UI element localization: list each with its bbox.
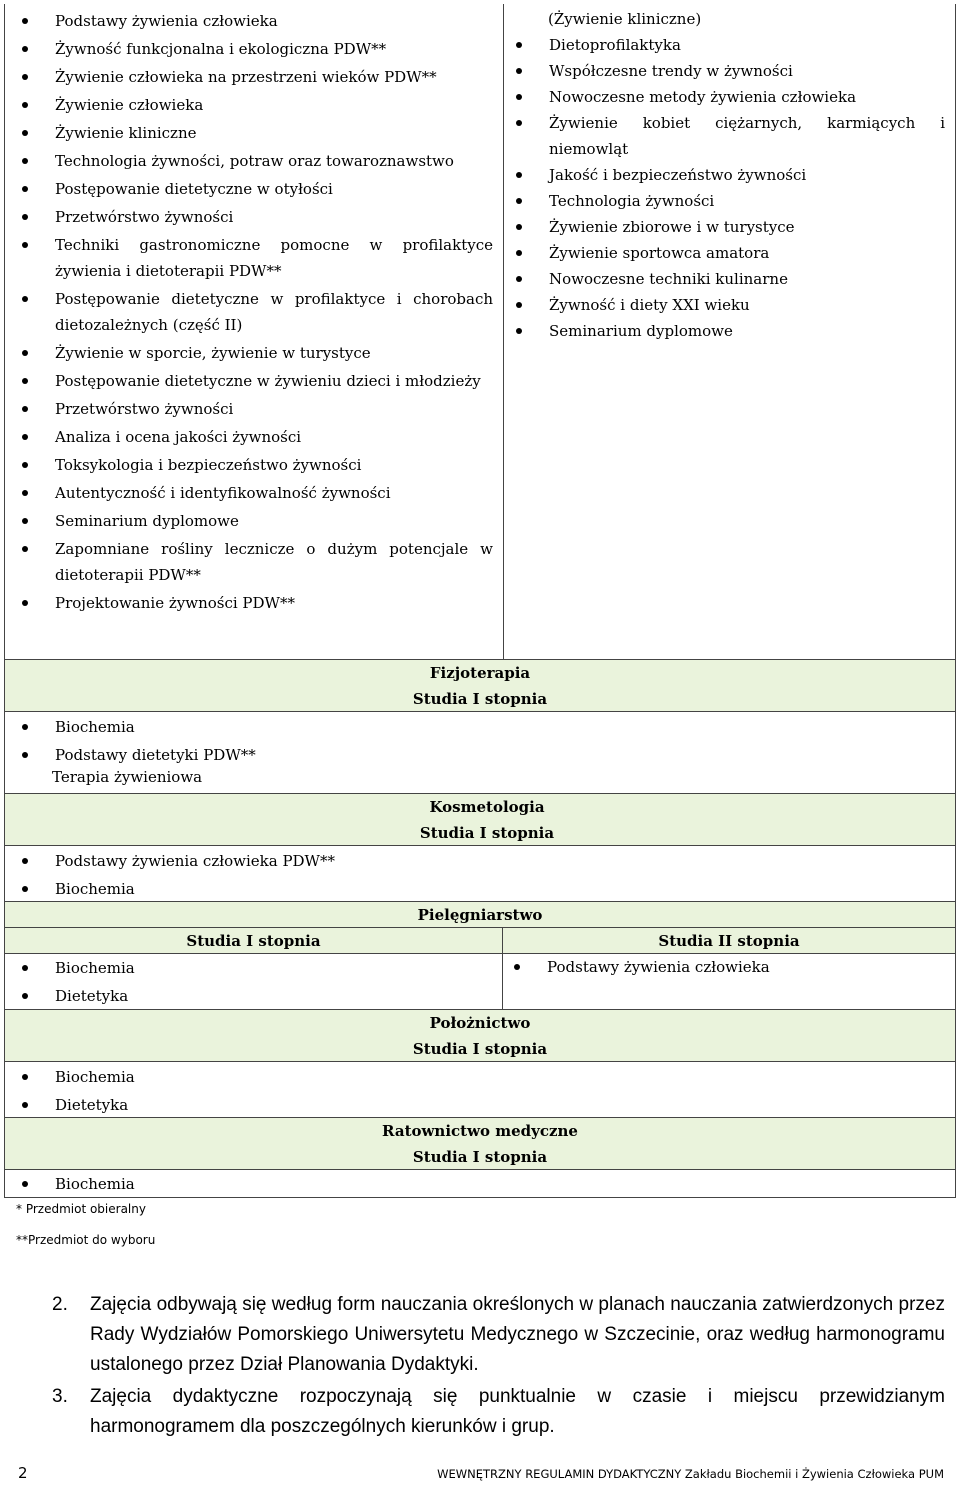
list-item: Autentyczność i identyfikowalność żywności [18, 480, 493, 506]
list-item: Dietetyka [18, 1092, 955, 1118]
section-level: Studia I stopnia [419, 824, 555, 842]
list-item: Współczesne trendy w żywności [512, 58, 945, 84]
pielegniarstwo-list-2 [510, 954, 955, 980]
section-title: Ratownictwo medyczne [382, 1122, 578, 1140]
paragraph-number: 3. [52, 1386, 68, 1407]
pielegniarstwo-header [4, 902, 956, 928]
paragraph-3 [52, 1382, 945, 1442]
list-item: Seminarium dyplomowe [18, 508, 493, 534]
page-number: 2 [18, 1464, 28, 1482]
list-item: Żywienie człowieka [18, 92, 493, 118]
list-item: Toksykologia i bezpieczeństwo żywności [18, 452, 493, 478]
list-item: Analiza i ocena jakości żywności [18, 424, 493, 450]
section-title: Kosmetologia [429, 798, 545, 816]
footnote-elective: * Przedmiot obieralny [16, 1202, 146, 1216]
top-right-cell [504, 4, 956, 660]
section-level: Studia I stopnia [412, 1040, 548, 1058]
paragraph-2 [52, 1290, 945, 1380]
fizjoterapia-header [4, 660, 956, 712]
list-item: Podstawy dietetyki PDW** [18, 742, 955, 768]
kosmetologia-list [18, 848, 955, 902]
section-title: Położnictwo [429, 1014, 531, 1032]
ratownictwo-body [4, 1170, 956, 1198]
list-item: Biochemia [18, 876, 955, 902]
list-item: Żywność funkcjonalna i ekologiczna PDW** [18, 36, 493, 62]
section-title: Fizjoterapia [429, 664, 531, 682]
list-item: Podstawy żywienia człowieka PDW** [18, 848, 955, 874]
poloznictwo-header [4, 1010, 956, 1062]
pielegniarstwo-level-2 [502, 928, 956, 954]
list-item: Postępowanie dietetyczne w otyłości [18, 176, 493, 202]
list-item: Projektowanie żywności PDW** [18, 590, 493, 616]
list-item: Seminarium dyplomowe [512, 318, 945, 344]
footnote-optional: **Przedmiot do wyboru [16, 1233, 156, 1247]
section-level: Studia II stopnia [658, 932, 800, 950]
kosmetologia-body [4, 846, 956, 902]
pielegniarstwo-body-2 [502, 954, 956, 1010]
list-item: Przetwórstwo żywności [18, 396, 493, 422]
fizjoterapia-extra: Terapia żywieniowa [52, 768, 203, 786]
top-left-list [18, 8, 493, 616]
list-item: Nowoczesne techniki kulinarne [512, 266, 945, 292]
pielegniarstwo-body-1 [4, 954, 502, 1010]
pielegniarstwo-list-1 [18, 955, 502, 1009]
list-item: Biochemia [18, 1171, 955, 1197]
fizjoterapia-body [4, 712, 956, 794]
list-item: Jakość i bezpieczeństwo żywności [512, 162, 945, 188]
list-item: Żywienie zbiorowe i w turystyce [512, 214, 945, 240]
list-item: Techniki gastronomiczne pomocne w profilaktyce żywienia i dietoterapii PDW** [18, 232, 493, 284]
paragraph-text: Zajęcia odbywają się według form nauczania określonych w planach nauczania zatwierdzonych przez Rady Wydziałów Pomorskiego Uniwersytetu Medycznego w Szczecinie, oraz według harmonogramu ustalonego przez Dział Planowania Dydaktyki. [90, 1294, 945, 1375]
list-item: Technologia żywności, potraw oraz towaroznawstwo [18, 148, 493, 174]
section-level: Studia I stopnia [412, 690, 548, 708]
list-item: Żywienie w sporcie, żywienie w turystyce [18, 340, 493, 366]
list-item: Żywienie sportowca amatora [512, 240, 945, 266]
section-title: Pielęgniarstwo [417, 906, 543, 924]
list-item: Technologia żywności [512, 188, 945, 214]
list-item: Żywność i diety XXI wieku [512, 292, 945, 318]
ratownictwo-list [18, 1171, 955, 1197]
list-item: Podstawy żywienia człowieka [18, 8, 493, 34]
footer-doc-title: WEWNĘTRZNY REGULAMIN DYDAKTYCZNY Zakładu Biochemii i Żywienia Człowieka PUM [437, 1467, 944, 1481]
section-level: Studia I stopnia [186, 932, 321, 950]
list-item: Dietoprofilaktyka [512, 32, 945, 58]
list-item: Nowoczesne metody żywienia człowieka [512, 84, 945, 110]
poloznictwo-body [4, 1062, 956, 1118]
list-item: Postępowanie dietetyczne w żywieniu dzieci i młodzieży [18, 368, 493, 394]
list-item: Biochemia [18, 955, 502, 981]
fizjoterapia-list [18, 714, 955, 768]
list-item: Żywienie człowieka na przestrzeni wieków PDW** [18, 64, 493, 90]
continuation-label: (Żywienie kliniczne) [548, 10, 702, 28]
ratownictwo-header [4, 1118, 956, 1170]
list-item: Żywienie kobiet ciężarnych, karmiących i niemowląt [512, 110, 945, 162]
section-level: Studia I stopnia [412, 1148, 548, 1166]
list-item: Dietetyka [18, 983, 502, 1009]
list-item: Biochemia [18, 1064, 955, 1090]
pielegniarstwo-level-1 [4, 928, 502, 954]
top-left-cell [4, 4, 504, 660]
paragraph-text: Zajęcia dydaktyczne rozpoczynają się punktualnie w czasie i miejscu przewidzianym harmonogramem dla poszczególnych kierunków i grup. [90, 1386, 945, 1437]
list-item: Postępowanie dietetyczne w profilaktyce i chorobach dietozależnych (część II) [18, 286, 493, 338]
paragraph-number: 2. [52, 1294, 68, 1315]
list-item: Podstawy żywienia człowieka [510, 954, 955, 980]
top-right-list [512, 32, 945, 344]
list-item: Przetwórstwo żywności [18, 204, 493, 230]
list-item: Żywienie kliniczne [18, 120, 493, 146]
poloznictwo-list [18, 1064, 955, 1118]
list-item: Biochemia [18, 714, 955, 740]
list-item: Zapomniane rośliny lecznicze o dużym potencjale w dietoterapii PDW** [18, 536, 493, 588]
kosmetologia-header [4, 794, 956, 846]
